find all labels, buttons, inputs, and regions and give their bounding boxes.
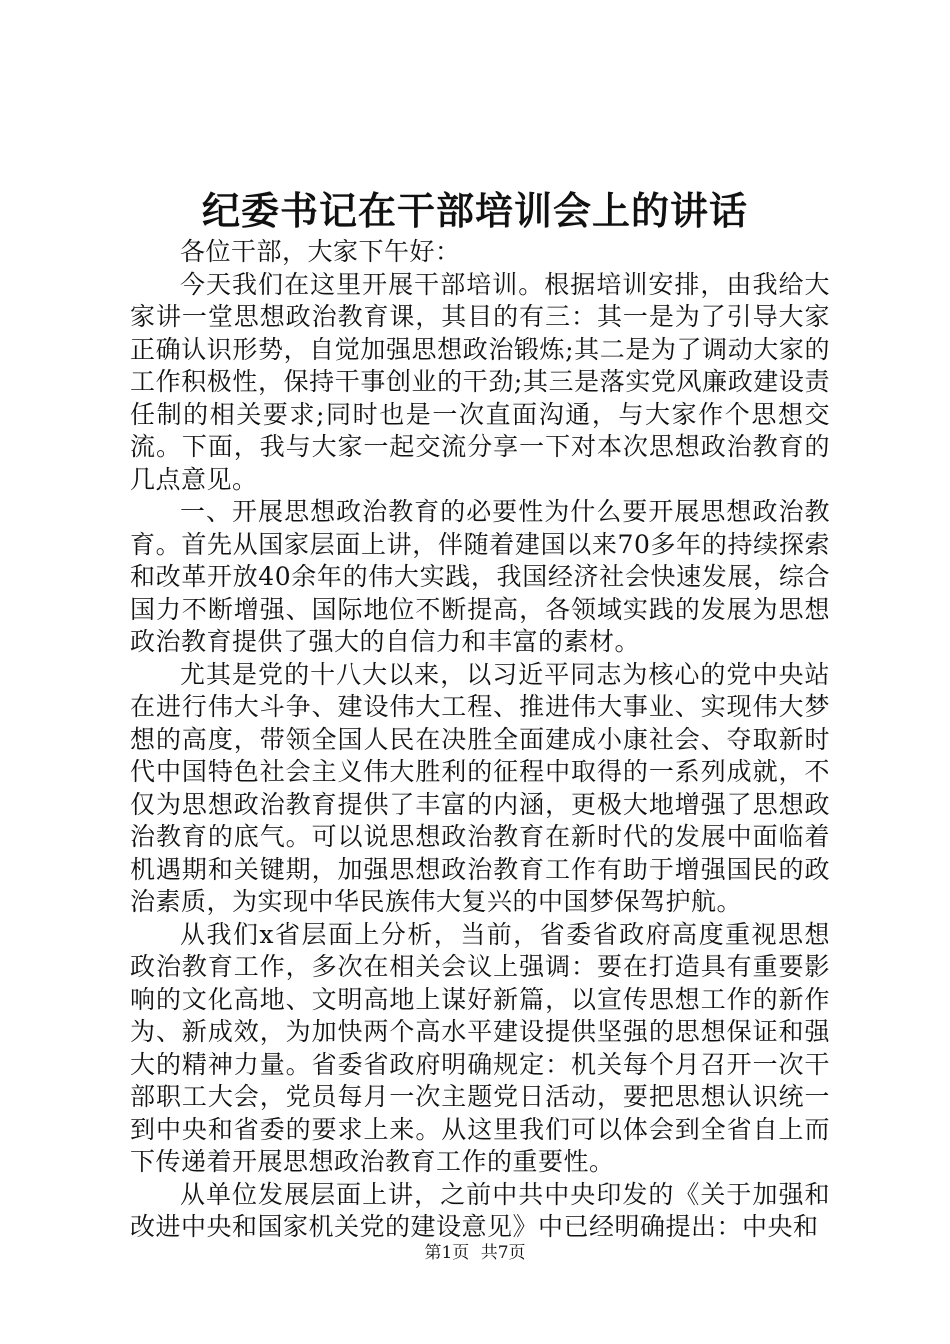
paragraph-intro: 今天我们在这里开展干部培训。根据培训安排，由我给大家讲一堂思想政治教育课，其目的有三：其一是为了引导大家正确认识形势，自觉加强思想政治锻炼;其二是为了调动大家的工作积极性，保持干事创业的干劲;其三是落实党风廉政建设责任制的相关要求;同时也是一次直面沟通，与大家作个思想交流。下面，我与大家一起交流分享一下对本次思想政治教育的几点意见。 xyxy=(130,269,830,494)
document-title: 纪委书记在干部培训会上的讲话 xyxy=(201,188,748,233)
paragraph-party-congress: 尤其是党的十八大以来，以习近平同志为核心的党中央站在进行伟大斗争、建设伟大工程、推进伟大事业、实现伟大梦想的高度，带领全国人民在决胜全面建成小康社会、夺取新时代中国特色社会主义伟大胜利的征程中取得的一系列成就，不仅为思想政治教育提供了丰富的内涵，更极大地增强了思想政治教育的底气。可以说思想政治教育在新时代的发展中面临着机遇期和关键期，加强思想政治教育工作有助于增强国民的政治素质，为实现中华民族伟大复兴的中国梦保驾护航。 xyxy=(130,659,830,916)
paragraph-province-level: 从我们x省层面上分析，当前，省委省政府高度重视思想政治教育工作，多次在相关会议上强调：要在打造具有重要影响的文化高地、文明高地上谋好新篇，以宣传思想工作的新作为、新成效，为加快两个高水平建设提供坚强的思想保证和强大的精神力量。省委省政府明确规定：机关每个月召开一次干部职工大会，党员每月一次主题党日活动，要把思想认识统一到中央和省委的要求上来。从这里我们可以体会到全省自上而下传递着开展思想政治教育工作的重要性。 xyxy=(130,919,830,1176)
paragraph-section-one: 一、开展思想政治教育的必要性为什么要开展思想政治教育。首先从国家层面上讲，伴随着建国以来70多年的持续探索和改革开放40余年的伟大实践，我国经济社会快速发展，综合国力不断增强、国际地位不断提高，各领域实践的发展为思想政治教育提供了强大的自信力和丰富的素材。 xyxy=(130,497,830,656)
page-total: 共7页 xyxy=(480,1243,526,1263)
paragraph-greeting: 各位干部，大家下午好： xyxy=(180,237,461,266)
paragraph-unit-level: 从单位发展层面上讲，之前中共中央印发的《关于加强和改进中央和国家机关党的建设意见》中已经明确提出：中央和 xyxy=(130,1179,830,1241)
page-number: 第1页 xyxy=(424,1243,470,1263)
page-footer xyxy=(0,1242,950,1264)
document-body xyxy=(130,236,830,1244)
